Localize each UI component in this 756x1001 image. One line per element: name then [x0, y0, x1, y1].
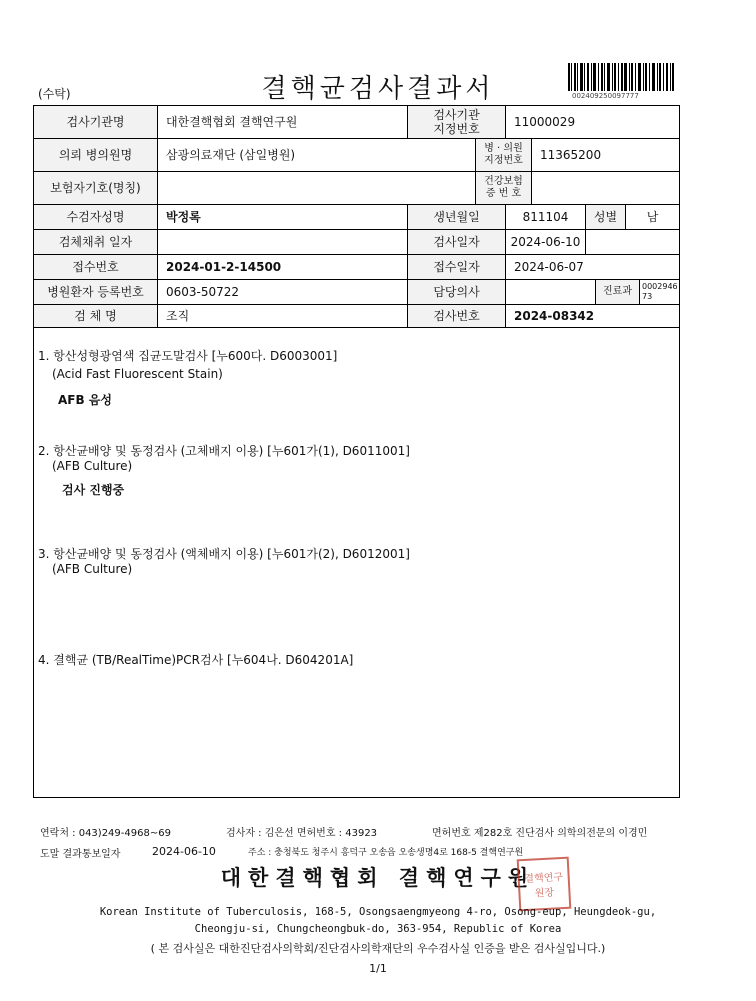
department-value: 000294673	[640, 280, 679, 305]
test-2-result: 검사 진행중	[62, 483, 125, 497]
test-date-value: 2024-06-10	[506, 230, 586, 255]
test-1-result: AFB 음성	[58, 393, 112, 407]
registration-number-value: 0603-50722	[158, 280, 408, 305]
department-label: 진료과	[596, 280, 640, 305]
specimen-label: 검 체 명	[34, 305, 158, 327]
requester-value: 삼광의료재단 (삼일병원)	[158, 139, 476, 172]
report-date-value: 2024-06-10	[152, 845, 216, 858]
test-4-title: 4. 결핵균 (TB/RealTime)PCR검사 [누604나. D604201A]	[38, 653, 354, 667]
english-address-line-2: Cheongju-si, Chungcheongbuk-do, 363-954, Republic of Korea	[194, 923, 562, 935]
health-insurance-label: 건강보험 증 번 호	[476, 172, 532, 205]
institution-code-label: 검사기관 지정번호	[408, 106, 506, 139]
birthdate-label: 생년월일	[408, 205, 506, 230]
sex-value: 남	[626, 205, 679, 230]
test-1-subtitle: (Acid Fast Fluorescent Stain)	[52, 367, 223, 381]
inspector-info: 검사자 : 김은선 면허번호 : 43923	[226, 828, 378, 839]
barcode-number: 002409250097777	[572, 92, 639, 100]
test-2-title: 2. 항산균배양 및 동정검사 (고체배지 이용) [누601가(1), D6011001]	[38, 444, 410, 458]
english-address-line-1: Korean Institute of Tuberculosis, 168-5, Osongsaengmyeong 4-ro, Osong-eup, Heungdeok-gu,	[99, 906, 657, 918]
barcode	[568, 63, 674, 91]
test-number-label: 검사번호	[408, 305, 506, 327]
contact-number: 연락처 : 043)249-4968~69	[40, 828, 171, 839]
registration-number-label: 병원환자 등록번호	[34, 280, 158, 305]
sex-label: 성별	[586, 205, 626, 230]
health-insurance-value	[532, 172, 679, 205]
test-date-blank	[586, 230, 679, 255]
collection-date-value	[158, 230, 408, 255]
address: 주소 : 충청북도 청주시 흥덕구 오송읍 오송생명4로 168-5 결핵연구원	[248, 848, 524, 858]
patient-name-value: 박정록	[158, 205, 408, 230]
insurer-value	[158, 172, 476, 205]
collection-date-label: 검체채취 일자	[34, 230, 158, 255]
test-3-subtitle: (AFB Culture)	[52, 562, 133, 576]
requester-code-value: 11365200	[532, 139, 679, 172]
accession-date-label: 접수일자	[408, 255, 506, 280]
institution-label: 검사기관명	[34, 106, 158, 139]
accession-date-value: 2024-06-07	[506, 255, 679, 280]
institution-value: 대한결핵협회 결핵연구원	[158, 106, 408, 139]
results-section	[33, 326, 680, 798]
certification-note: ( 본 검사실은 대한진단검사의학회/진단검사의학재단의 우수검사실 인증을 받은 검사실입니다.)	[150, 942, 606, 955]
physician-license: 면허번호 제282호 진단검사 의학의전문의 이경민	[432, 828, 648, 839]
insurer-label: 보험자기호(명칭)	[34, 172, 158, 205]
institute-name: 대한결핵협회 결핵연구원	[220, 865, 536, 890]
test-3-title: 3. 항산균배양 및 동정검사 (액체배지 이용) [누601가(2), D6012001]	[38, 547, 410, 561]
institution-code-value: 11000029	[506, 106, 679, 139]
patient-name-label: 수검자성명	[34, 205, 158, 230]
birthdate-value: 811104	[506, 205, 586, 230]
doctor-value	[506, 280, 596, 305]
copy-label: (수탁)	[38, 87, 71, 101]
page-number: 1/1	[369, 962, 387, 975]
requester-code-label: 병 · 의원 지정번호	[476, 139, 532, 172]
requester-label: 의뢰 병의원명	[34, 139, 158, 172]
accession-number-value: 2024-01-2-14500	[158, 255, 408, 280]
report-date-label: 도말 결과통보일자	[40, 849, 121, 860]
document-title: 결핵균검사결과서	[261, 74, 495, 104]
accession-number-label: 접수번호	[34, 255, 158, 280]
test-2-subtitle: (AFB Culture)	[52, 459, 133, 473]
doctor-label: 담당의사	[408, 280, 506, 305]
official-seal: 결핵연구원장	[517, 857, 572, 912]
specimen-value: 조직	[158, 305, 408, 327]
patient-info-table	[33, 105, 680, 328]
test-1-title: 1. 항산성형광염색 집균도말검사 [누600다. D6003001]	[38, 349, 338, 363]
test-date-label: 검사일자	[408, 230, 506, 255]
test-number-value: 2024-08342	[514, 308, 595, 323]
